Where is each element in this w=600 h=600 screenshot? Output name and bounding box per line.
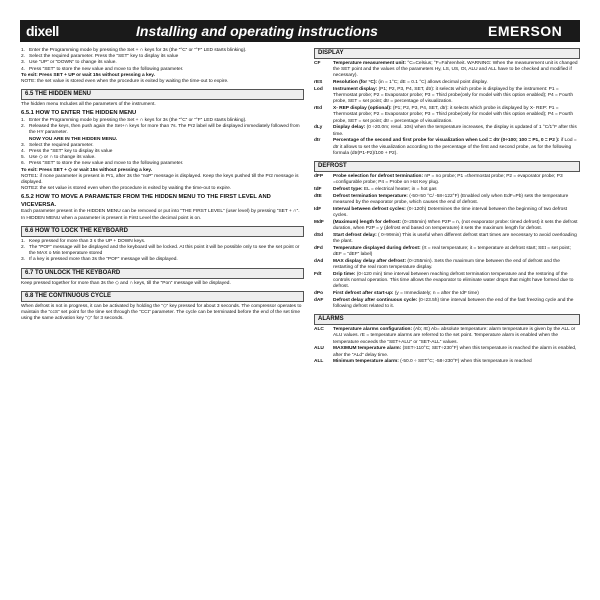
parameter-row: CF Temperature measurement unit: °C=Celsius; °F=Fahrenheit. WARNING: When the measurement unit is changed the SET point and the values of the parameters Hy, LS, US, Ot, ALU and ALL have to be checked and modified if necessary). [314,61,578,79]
emerson-logo: EMERSON [488,23,563,39]
parameter-row: dtr Percentage of the second and first probe for visualization when Lod = dtr (0÷100; 100 = P1, 0 = P2 ): if Lod = dtr it allows to set the visualization according to the percentage of the first and second probe, as for the following formula (dtr(P1-P2)/100 + P2). [314,138,577,156]
parameter-row: ALU MAXIMUM temperature alarm: (SET÷110°C; SET÷230°F) when this temperature is reached the alarm is enabled, after the “ALd” delay time. [314,346,577,358]
list-item: 1. Keep pressed for more than 3 s the UP + DOWN keys. [21,238,146,244]
section-heading: DISPLAY [314,48,580,59]
parameter-row: dAF Defrost delay after continuous cycle: (0÷23.5h) time interval between the end of the fast freezing cycle and the following defrost related to it. [314,297,574,310]
parameter-row: ALL Minimum temperature alarm: (-50.0 ÷ SET°C; -58÷230°F) when this temperature is reached [314,359,532,365]
section-heading: ALARMS [314,314,580,325]
parameter-row: Lod Instrument display: (P1; P2, P3, P4, SET, dtr): it selects which probe is displayed by the instrument: P1 = Thermostat probe; P2 = Evaporator probe; P3 = Third probe(only for model with this option enabled); P4 = Fourth probe, SET = set point; dtr = percentage of visualization. [314,87,574,105]
list-item: 2. Released the keys, then push again the Set+∩ keys for more than 7s. The Pr2 label will be displayed immediately followed from the HY parameter. [21,124,300,136]
section-heading: DEFROST [314,161,580,172]
note: NOTE2: the set value is stored even when the procedure is exited by waiting the time-out to expire. [21,186,232,192]
parameter-row: dFP Probe selection for defrost termination: nP = no probe; P1 =thermostat probe; P2 = evaporator probe; P3 =configurable probe; P4 = Probe on Hot Key plug. [314,174,563,186]
list-item: 6. Press “SET” to store the new value and move to the following parameter. [21,161,184,167]
list-item: 3. Use “UP” or “DOWN” to change its value. [21,60,117,66]
parameter-row: dFd Temperature displayed during defrost: (rt = real temperature; it = temperature at defrost start; SEt = set point; dEF = “dEF” label) [314,245,571,258]
list-item: 3. If a key is pressed more than 3s the “POF” message will be displayed. [21,257,178,263]
parameter-row: dPo First defrost after start-up: (y = Immediately; n = after the IdF time) [314,291,479,297]
parameter-row: dSd Start defrost delay: ( 0÷99min) This is useful when different defrost start times are necessary to avoid overloading the plant. [314,232,577,245]
note: NOTE1: if none parameter is present in Pr1, after 3s the “noP” message is displayed. Keep the keys pushed till the Pr2 message is displayed. [21,173,299,185]
list-item: 1. Enter the Programming mode by pressing the Set + ∩ keys for 3s (the “°C” or “°F” LED starts blinking). [21,48,247,53]
paragraph: Each parameter present in the HIDDEN MENU can be removed or put into “THE FIRST LEVEL” (user level) by pressing “SET + ∩”. [21,209,300,215]
right-column [314,48,580,366]
lock-steps [21,239,304,264]
exit-instruction: To exit: Press SET + UP or wait 15s without pressing a key. [21,72,155,78]
paragraph: The hidden menu Includes all the parameters of the instrument. [21,102,156,108]
paragraph: In HIDDEN MENU when a parameter is present in First Level the decimal point is on. [21,215,202,221]
section-heading: 6.6 HOW TO LOCK THE KEYBOARD [21,226,304,237]
list-item: 4. Press the “SET” key to display its value [21,148,113,154]
list-item: NOW YOU ARE IN THE HIDDEN MENU. [29,136,118,142]
parameter-row: ALC Temperature alarms configuration: (Ab; rE) Ab= absolute temperature: alarm temperature is given by the ALL or ALU values. rE = temperature alarms are referred to the set point. Temperature alarm is enabled when the temperature exceeds the “SET+ALU” or “SET-ALL” values. [314,327,576,345]
parameter-row: dtE Defrost termination temperature: (-50÷50 °C/ -58÷122°F) (Enabled only when EdF=Pb) sets the temperature measured by the evaporator probe, which causes the end of defrost. [314,193,569,206]
parameter-row: MdF (Maximum) length for defrost: (0÷255min) When P2P = n, (not evaporator probe: timed defrost) it sets the defrost duration, when P2P = y (defrost end based on temperature) it sets the maximum length for defrost. [314,219,578,232]
paragraph: Keep pressed together for more than 3s the ◇ and ∩ keys, till the “Pon” message will be displayed. [21,280,231,286]
parameter-row: rES Resolution (for °C): (in = 1°C; dE = 0.1 °C) allows decimal point display. [314,80,488,86]
dixell-logo: dixell [26,23,59,39]
parameter-row: dAd MAX display delay after defrost: (0÷255min). Sets the maximum time between the end of defrost and the restarting of the real room temperature display. [314,258,560,271]
hidden-menu-steps [21,118,304,168]
section-heading: 6.8 THE CONTINUOUS CYCLE [21,291,304,302]
left-column [21,48,304,322]
list-item: 2. Select the required parameter. Press the “SET” key to display its value [21,54,179,60]
list-item: 3. Select the required parameter. [21,142,94,148]
list-item: 2. The “POF” message will be displayed and the keyboard will be locked. At this point it will be possible only to see the set point or the MAX o Min temperature stored [21,244,300,257]
subsection-heading: 6.5.1 HOW TO ENTER THE HIDDEN MENU [21,110,137,117]
list-item: 1. Enter the Programming mode by pressing the Set + ∩ keys for 3s (the “°C” or “°F” LED starts blinking). [21,117,247,123]
parameter-row: dLy Display delay: (0 ÷20.0m; resul. 10s) when the temperature increases, the display is updated of 1 °C/1°F after this time. [314,125,577,137]
page-title: Installing and operating instructions [136,23,378,39]
page-header [20,20,580,42]
parameter-row: rEd X- REP display (optional): (P1; P2, P3, P4, SET, dtr): it selects which probe is displayed by X- REP: P1 = Thermostat probe; P2 = Evaporator probe; P3 = Third probe(only for model with this option enabled); P4 = Fourth probe, SET = set point; dtr = percentage of visualization. [314,106,574,124]
exit-instruction: To exit: Press SET + ◇ or wait 15s without pressing a key. [21,167,153,173]
parameter-row: Fdt Drip time: (0÷120 min) time interval between reaching defrost termination temperature and the restoring of the controls normal operation. This time allows the evaporator to eliminate water drops that might have formed due to defrost. [314,271,574,290]
note: NOTE: the set value is stored even when the procedure is exited by waiting the time-out to expire. [21,79,229,85]
section-heading: 6.7 TO UNLOCK THE KEYBOARD [21,268,304,279]
parameter-row: IdF Interval between defrost cycles: (0÷120h) Determines the time interval between the beginning of two defrost cycles. [314,206,568,219]
subsection-heading: 6.5.2 HOW TO MOVE A PARAMETER FROM THE HIDDEN MENU TO THE FIRST LEVEL AND VICEVERSA. [21,194,271,208]
list-item: 5. Use ◇ or ∩ to change its value. [21,155,96,161]
parameter-row: tdF Defrost type: EL = electrical heater; in = hot gas [314,187,437,193]
list-item: 4. Press “SET” to store the new value and move to the following parameter. [21,66,184,72]
programming-steps [21,48,304,73]
section-heading: 6.5 THE HIDDEN MENU [21,89,304,100]
paragraph: When defrost is not in progress, it can be activated by holding the “◇” key pressed for about 3 seconds. The compressor operates to maintain the “ccS” set point for the time set through the “CCt” parameter. The cycle can be terminated before the end of the set time using the same activation key “◇” for 3 seconds. [21,303,302,322]
